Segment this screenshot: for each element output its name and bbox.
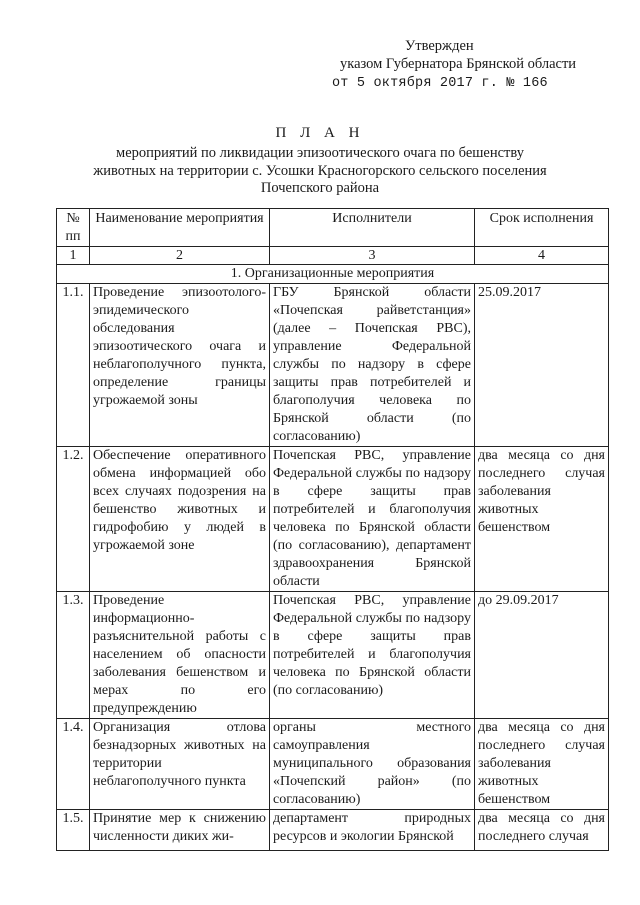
document-heading bbox=[0, 124, 640, 198]
column-number: 2 bbox=[90, 247, 270, 265]
row-activity: Проведение эпизоотолого-эпидемического обследования эпизоотического очага и неблагополучного пункта, определение границы угрожаемой зоны bbox=[90, 284, 270, 447]
row-activity bbox=[90, 810, 270, 851]
heading-line-1: мероприятий по ликвидации эпизоотического очага по бешенству bbox=[116, 145, 524, 161]
row-executors: Почепская РВС, управление Федеральной службы по надзору в сфере защиты прав потребителей и благополучия человека по Брянской области (по согласованию), департамент здравоохранения Брянской области bbox=[270, 447, 475, 592]
row-executors: ГБУ Брянской области «Почепская райветстанция» (далее – Почепская РВС), управление Федеральной службы по надзору в сфере защиты прав потребителей и благополучия человека по Брянской области (по согласованию) bbox=[270, 284, 475, 447]
row-activity: Обеспечение оперативного обмена информацией обо всех случаях подозрения на бешенство животных и гидрофобию у людей в угрожаемой зоне bbox=[90, 447, 270, 592]
row-term: 25.09.2017 bbox=[475, 284, 609, 447]
column-number: 3 bbox=[270, 247, 475, 265]
row-number: 1.4. bbox=[57, 719, 90, 810]
heading-line-3: Почепского района bbox=[260, 180, 380, 196]
approval-date-number: от 5 октября 2017 г. № 166 bbox=[332, 76, 548, 91]
row-term: два месяца со дня последнего случая заболевания животных бешенством bbox=[475, 447, 609, 592]
header-num: № пп bbox=[57, 209, 90, 247]
row-term bbox=[475, 810, 609, 851]
row-executors bbox=[270, 810, 475, 851]
row-executors: Почепская РВС, управление Федеральной службы по надзору в сфере защиты прав потребителей и благополучия человека по Брянской области (по согласованию) bbox=[270, 592, 475, 719]
row-activity-text: Принятие мер к снижению численности диких жи- bbox=[93, 811, 266, 844]
table-row bbox=[57, 284, 609, 447]
table-row bbox=[57, 592, 609, 719]
table-row bbox=[57, 447, 609, 592]
header-executors: Исполнители bbox=[270, 209, 475, 247]
row-number: 1.5. bbox=[57, 810, 90, 851]
row-executors: органы местного самоуправления муниципального образования «Почепский район» (по согласованию) bbox=[270, 719, 475, 810]
document-title: П Л А Н bbox=[275, 125, 365, 141]
row-number: 1.2. bbox=[57, 447, 90, 592]
section-title: 1. Организационные мероприятия bbox=[57, 265, 609, 284]
column-number: 4 bbox=[475, 247, 609, 265]
plan-table bbox=[56, 208, 609, 851]
table-row bbox=[57, 719, 609, 810]
row-term-text: два месяца со дня последнего случая bbox=[478, 811, 605, 844]
table-row bbox=[57, 810, 609, 851]
row-number: 1.1. bbox=[57, 284, 90, 447]
header-term: Срок исполнения bbox=[475, 209, 609, 247]
row-activity: Проведение информационно-разъяснительной работы с населением об опасности заболевания бешенством и мерах по его предупреждению bbox=[90, 592, 270, 719]
header-name: Наименование мероприятия bbox=[90, 209, 270, 247]
approval-title: Утвержден bbox=[405, 38, 474, 54]
row-number: 1.3. bbox=[57, 592, 90, 719]
row-executors-text: департамент природных ресурсов и экологии Брянской bbox=[273, 811, 471, 844]
column-number-row bbox=[57, 247, 609, 265]
row-term: до 29.09.2017 bbox=[475, 592, 609, 719]
heading-line-2: животных на территории с. Усошки Красногорского сельского поселения bbox=[93, 162, 547, 179]
table-header-row bbox=[57, 209, 609, 247]
approval-authority: указом Губернатора Брянской области bbox=[340, 56, 577, 72]
section-row bbox=[57, 265, 609, 284]
column-number: 1 bbox=[57, 247, 90, 265]
row-term: два месяца со дня последнего случая заболевания животных бешенством bbox=[475, 719, 609, 810]
row-activity: Организация отлова безнадзорных животных на территории неблагополучного пункта bbox=[90, 719, 270, 810]
